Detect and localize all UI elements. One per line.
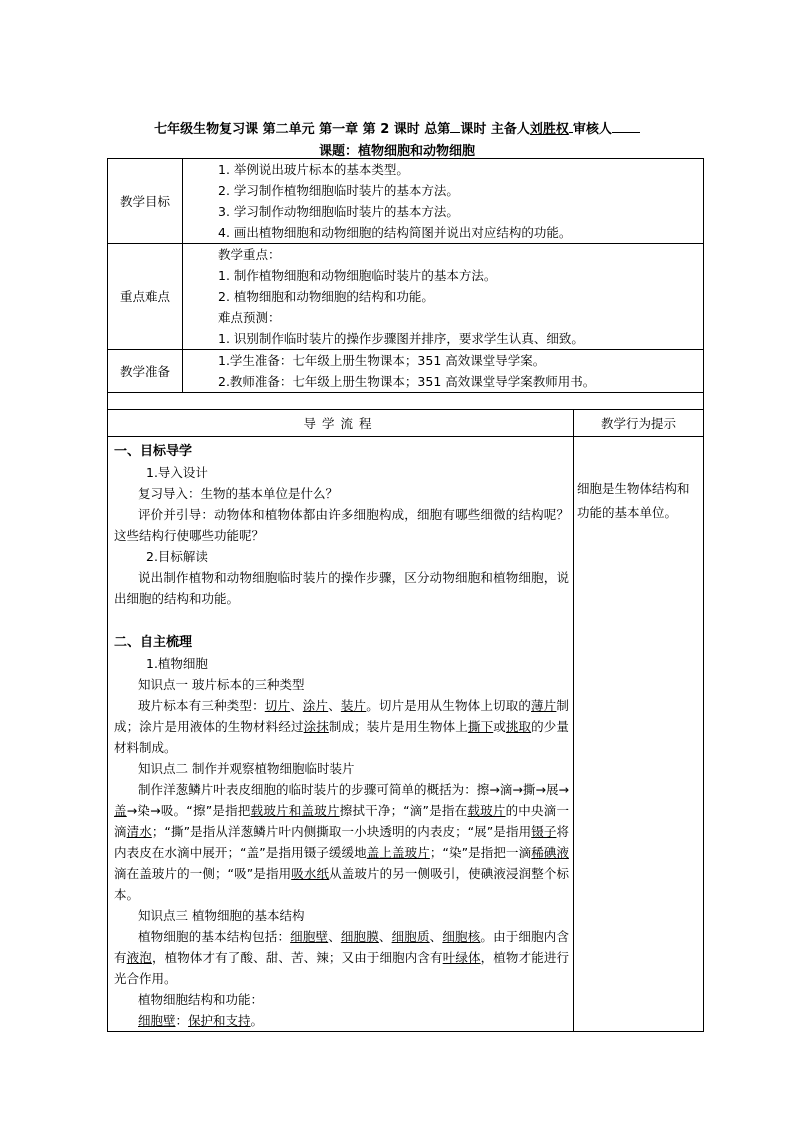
section-gap <box>114 609 569 628</box>
k3-s3: 、 <box>429 929 443 944</box>
k1-c: 制成；涂片是用液体的生物材料经过 <box>114 698 569 734</box>
k1-e: 的少量材料制成。 <box>114 719 569 755</box>
header-part2: 课时 主备人 <box>460 122 530 137</box>
k1-bopian: 薄片 <box>531 698 557 713</box>
section1-title: 一、目标导学 <box>114 444 193 459</box>
lesson-plan-table <box>107 158 704 1032</box>
k2-d: 的中央滴一滴 <box>114 803 569 839</box>
k2-h: 滴在盖玻片的一侧；“吸”是指用 <box>114 866 292 881</box>
keypoint-item: 2. 植物细胞和动物细胞的结构和功能。 <box>218 289 434 304</box>
keypoint-item: 教学重点： <box>218 247 281 262</box>
preparation-item: 1.学生准备：七年级上册生物课本；351 高效课堂导学案。 <box>218 353 546 368</box>
objectives-content <box>183 159 704 244</box>
k3-bi: 细胞壁 <box>290 929 329 944</box>
keypoint-item: 1. 识别制作临时装片的操作步骤图并排序，要求学生认真、细致。 <box>218 331 584 346</box>
header-part3: 审核人 <box>572 122 612 137</box>
k2-gaishang: 盖上盖玻片 <box>366 845 430 860</box>
objective-item: 3. 学习制作动物细胞临时装片的基本方法。 <box>218 204 459 219</box>
objective-item: 2. 学习制作植物细胞临时装片的基本方法。 <box>218 183 459 198</box>
k3-wall-func: 保护和支持 <box>188 1013 251 1028</box>
k2-f: 将内表皮在水滴中展开；“盖”是指用镊子缓缓地 <box>114 824 569 860</box>
k1-sep2: 、 <box>328 698 341 713</box>
k2-i: 从盖玻片的另一侧吸引，使碘液浸润整个标本。 <box>114 866 569 902</box>
k3-a: 植物细胞的基本结构包括： <box>138 929 291 944</box>
k3-yelvti: 叶绿体 <box>442 950 481 965</box>
knowledge3-title: 知识点三 植物细胞的基本结构 <box>138 908 305 923</box>
lesson-title: 课题：植物细胞和动物细胞 <box>318 144 475 159</box>
spacer-row <box>108 393 704 410</box>
k3-s2: 、 <box>378 929 392 944</box>
knowledge2-text <box>114 779 569 905</box>
header-blank-1 <box>450 122 460 133</box>
hint-text: 细胞是生物体结构和功能的基本单位。 <box>577 481 690 520</box>
k3-yepao: 液泡 <box>126 950 152 965</box>
flow-header: 导学流程 <box>108 410 574 437</box>
k1-sixia: 撕下 <box>467 719 494 734</box>
k2-diandie: 稀碘液 <box>531 845 569 860</box>
k3-wall-end: 。 <box>250 1013 264 1028</box>
hint-header: 教学行为提示 <box>574 410 704 437</box>
k1-a: 玻片标本有三种类型： <box>138 698 265 713</box>
k3-he: 细胞核 <box>442 929 481 944</box>
knowledge1-text <box>114 695 569 758</box>
k1-tupian: 涂片 <box>302 698 329 713</box>
knowledge2-title: 知识点二 制作并观察植物细胞临时装片 <box>138 761 355 776</box>
k1-d: 制成；装片是用生物体上 <box>328 719 468 734</box>
section2-sub1: 1.植物细胞 <box>146 656 208 671</box>
k2-zaibo: 载玻片和盖玻片 <box>250 803 340 818</box>
spacer-cell <box>108 393 704 410</box>
k1-zhuangpian: 装片 <box>340 698 367 713</box>
k1-tiaoqu: 挑取 <box>505 719 532 734</box>
k3-s1: 、 <box>328 929 341 944</box>
objectives-row <box>108 159 704 244</box>
preparation-label: 教学准备 <box>108 350 183 393</box>
k1-or: 或 <box>493 719 506 734</box>
k1-tumo: 涂抹 <box>303 719 329 734</box>
objectives-label: 教学目标 <box>108 159 183 244</box>
k1-sep1: 、 <box>290 698 303 713</box>
section1-sub1: 1.导入设计 <box>146 465 208 480</box>
header-blank-3 <box>612 122 640 133</box>
preparation-item: 2.教师准备：七年级上册生物课本；351 高效课堂导学案教师用书。 <box>218 374 596 389</box>
knowledge3-text <box>114 926 569 989</box>
keypoint-item: 1. 制作植物细胞和动物细胞临时装片的基本方法。 <box>218 268 497 283</box>
k2-e: ；“撕”是指从洋葱鳞片叶内侧撕取一小块透明的内表皮；“展”是指用 <box>151 824 532 839</box>
knowledge3-func-title: 植物细胞结构和功能： <box>138 992 264 1007</box>
section1-review-question: 复习导入：生物的基本单位是什么？ <box>138 486 339 501</box>
section1-guide: 评价并引导：动物体和植物体都由许多细胞构成，细胞有哪些细微的结构呢？这些结构行使哪些功能呢？ <box>114 507 569 543</box>
keypoints-content <box>183 244 704 350</box>
k2-xishuizhi: 吸水纸 <box>291 866 330 881</box>
keypoints-label: 重点难点 <box>108 244 183 350</box>
preparation-row <box>108 350 704 393</box>
section1-sub2: 2.目标解读 <box>146 549 208 564</box>
k3-b: 。由于细胞内含有 <box>114 929 569 965</box>
k3-wall-label: 细胞壁 <box>138 1013 176 1028</box>
k2-a: 制作洋葱鳞片叶表皮细胞的临时装片的步骤可简单的概括为：擦→滴→撕→展→ <box>138 782 569 797</box>
keypoints-row <box>108 244 704 350</box>
k1-b: 。切片是用从生物体上切取的 <box>366 698 532 713</box>
objective-item: 1. 举例说出玻片标本的基本类型。 <box>218 162 409 177</box>
hint-content <box>574 437 704 1032</box>
section1-goal: 说出制作植物和动物细胞临时装片的操作步骤，区分动物细胞和植物细胞，说出细胞的结构和功能。 <box>114 570 569 606</box>
flow-content <box>108 437 574 1032</box>
k2-g: ；“染”是指把一滴 <box>429 845 532 860</box>
knowledge3-wall <box>114 1010 569 1031</box>
k2-zaibopian: 载玻片 <box>467 803 506 818</box>
k3-zhi: 细胞质 <box>391 929 430 944</box>
k3-mo: 细胞膜 <box>340 929 379 944</box>
flow-content-row <box>108 437 704 1032</box>
k1-qiepian: 切片 <box>264 698 291 713</box>
page-header <box>0 118 794 137</box>
preparation-content <box>183 350 704 393</box>
k2-qingshui: 清水 <box>126 824 152 839</box>
flow-header-row <box>108 410 704 437</box>
keypoint-item: 难点预测： <box>218 310 281 325</box>
header-part1: 七年级生物复习课 第二单元 第一章 第 2 课时 总第 <box>154 122 451 137</box>
objective-item: 4. 画出植物细胞和动物细胞的结构简图并说出对应结构的功能。 <box>218 225 572 240</box>
k3-d: ，植物才能进行光合作用。 <box>114 950 569 986</box>
header-preparer: 刘胜权 <box>529 122 569 137</box>
k2-gai: 盖 <box>114 803 127 818</box>
k2-b: →染→吸。“擦”是指把 <box>126 803 251 818</box>
knowledge1-title: 知识点一 玻片标本的三种类型 <box>138 677 305 692</box>
k2-c: 擦拭干净；“滴”是指在 <box>339 803 468 818</box>
section2-title: 二、自主梳理 <box>114 635 193 650</box>
k2-niezi: 镊子 <box>531 824 557 839</box>
k3-wall-sep: ： <box>175 1013 189 1028</box>
k3-c: ，植物体才有了酸、甜、苦、辣；又由于细胞内含有 <box>151 950 443 965</box>
